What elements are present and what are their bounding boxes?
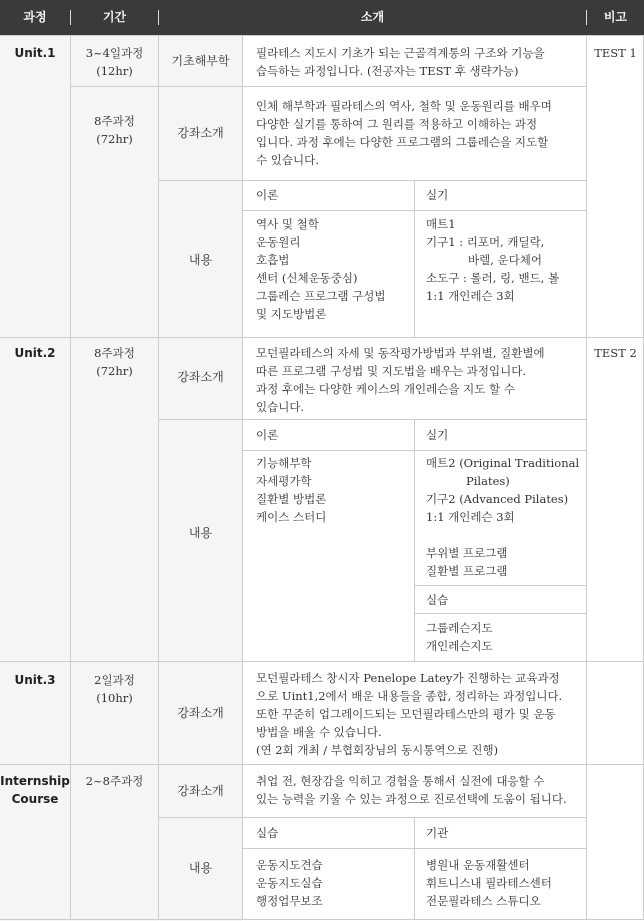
list-item: 휘트니스내 필라테스센터: [426, 876, 552, 890]
list-item: 운동원리: [256, 235, 301, 249]
list-item: 기구1 : 리포머, 캐딜락,: [426, 235, 545, 249]
unit2-practice-list: [426, 454, 579, 580]
unit1-theory-heading: 이론: [256, 188, 279, 202]
label-contents: 내용: [188, 253, 213, 267]
internship-intro-description: 취업 전, 현장감을 익히고 경험을 통해서 실전에 대응할 수 있는 능력을 키울 수 있는 과정으로 진로선택에 도움이 됩니다.: [256, 774, 567, 806]
row-divider: [159, 180, 586, 181]
list-item: 및 지도방법론: [256, 307, 327, 321]
list-item: 1:1 개인레슨 3회: [426, 510, 515, 524]
list-item: 부위별 프로그램: [426, 546, 508, 560]
list-item: 바렐, 운다체어: [468, 253, 542, 267]
column-divider: [242, 36, 243, 920]
table-header: [0, 0, 644, 35]
label-basic-anatomy: 기초해부학: [171, 54, 230, 68]
row-divider: [414, 585, 586, 586]
unit1-note: TEST 1: [594, 46, 637, 60]
list-item: 소도구 : 롤러, 링, 밴드, 볼: [426, 271, 560, 285]
unit1-practice-list: [426, 215, 559, 305]
list-item: 개인레슨지도: [426, 639, 493, 653]
unit2-name: Unit.2: [14, 346, 56, 360]
list-item: 자세평가학: [256, 474, 312, 488]
unit2-training-list: [426, 619, 493, 655]
header-period: 기간: [102, 10, 127, 24]
list-item: 매트1: [426, 217, 456, 231]
list-item: 운동지도견습: [256, 858, 323, 872]
list-item: [426, 526, 579, 544]
unit1-period-short: 3~4일과정 (12hr): [85, 46, 144, 78]
header-note: 비고: [603, 10, 628, 24]
list-item: 병원내 운동재활센터: [426, 858, 530, 872]
label-contents: 내용: [188, 861, 213, 875]
unit2-note: TEST 2: [594, 346, 637, 360]
row-divider: [71, 86, 586, 87]
list-item: 매트2 (Original Traditional: [426, 456, 580, 470]
unit2-theory-heading: 이론: [256, 428, 279, 442]
header-intro: 소개: [360, 10, 385, 24]
unit1-intro-description: 인체 해부학과 필라테스의 역사, 철학 및 운동원리를 배우며 다양한 실기를 통하여 그 원리를 적용하고 이해하는 과정 입니다. 과정 후에는 다양한 프로그램의 그룹레슨을 지도할 수 있습니다.: [256, 99, 552, 167]
unit3-period: 2일과정 (10hr): [94, 673, 135, 705]
internship-training-heading: 실습: [256, 826, 279, 840]
list-item: 질환별 프로그램: [426, 564, 508, 578]
label-lecture-intro: 강좌소개: [177, 706, 224, 720]
list-item: 기구2 (Advanced Pilates): [426, 492, 569, 506]
internship-period: 2~8주과정: [85, 774, 144, 788]
list-item: 센터 (신체운동중심): [256, 271, 358, 285]
list-item: 행정업무보조: [256, 894, 323, 908]
column-divider: [414, 818, 415, 919]
unit2-intro-description: 모던필라테스의 자세 및 동작평가방법과 부위별, 질환별에 따른 프로그램 구성법 및 지도법을 배우는 과정입니다. 과정 후에는 다양한 케이스의 개인레슨을 지도 할 수 있습니다.: [256, 346, 545, 414]
unit1-practice-heading: 실기: [426, 188, 449, 202]
row-divider: [0, 337, 644, 338]
column-divider: [586, 36, 587, 920]
list-item: 전문필라테스 스튜디오: [426, 894, 541, 908]
label-lecture-intro: 강좌소개: [177, 126, 224, 140]
unit1-period-long: 8주과정 (72hr): [94, 114, 135, 146]
row-divider: [0, 764, 644, 765]
internship-org-heading: 기관: [426, 826, 449, 840]
internship-org-list: [426, 856, 552, 910]
internship-name: Internship Course: [0, 774, 70, 806]
list-item: 그룹레슨지도: [426, 621, 493, 635]
unit2-training-heading: 실습: [426, 593, 449, 607]
row-divider: [0, 661, 644, 662]
row-divider: [159, 817, 586, 818]
internship-training-list: [256, 856, 323, 910]
row-divider: [0, 919, 644, 920]
unit1-theory-list: [256, 215, 386, 323]
row-divider: [159, 419, 586, 420]
list-item: 운동지도실습: [256, 876, 323, 890]
unit1-basic-description: 필라테스 지도시 기초가 되는 근골격계통의 구조와 기능을 습득하는 과정입니다. (전공자는 TEST 후 생략가능): [256, 46, 545, 78]
list-item: 1:1 개인레슨 3회: [426, 289, 515, 303]
label-lecture-intro: 강좌소개: [177, 370, 224, 384]
header-course: 과정: [23, 10, 47, 24]
list-item: 그룹레슨 프로그램 구성법: [256, 289, 386, 303]
list-item: Pilates): [466, 474, 510, 488]
list-item: 호흡법: [256, 253, 290, 267]
unit3-intro-description: 모던필라테스 창시자 Penelope Latey가 진행하는 교육과정 으로 Uint1,2에서 배운 내용들을 종합, 정리하는 과정입니다. 또한 꾸준히 업그레이드되는 모던필라테스만의 평가 및 운동 방법을 배울 수 있습니다. (연 2회 개최 / 부협회장님의 동시통역으로 진행): [256, 671, 563, 757]
unit2-period: 8주과정 (72hr): [94, 346, 135, 378]
label-lecture-intro: 강좌소개: [177, 784, 224, 798]
unit2-practice-heading: 실기: [426, 428, 449, 442]
column-divider: [414, 420, 415, 661]
list-item: 역사 및 철학: [256, 217, 319, 231]
row-divider: [414, 613, 586, 614]
row-divider: [0, 35, 644, 36]
list-item: 질환별 방법론: [256, 492, 327, 506]
unit2-theory-list: [256, 454, 326, 526]
column-divider: [414, 181, 415, 337]
list-item: 기능해부학: [256, 456, 312, 470]
list-item: 케이스 스터디: [256, 510, 327, 524]
label-contents: 내용: [188, 526, 213, 540]
unit1-name: Unit.1: [14, 46, 56, 60]
unit3-name: Unit.3: [14, 673, 56, 687]
